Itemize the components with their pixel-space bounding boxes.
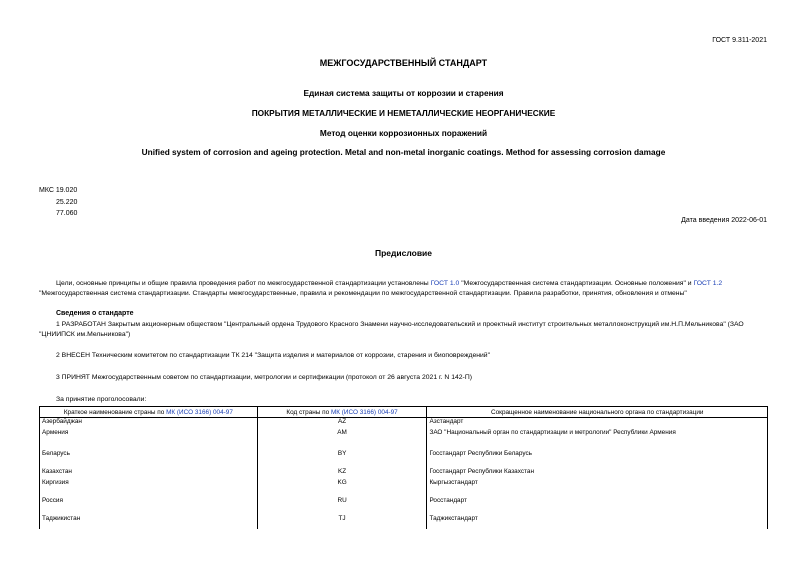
voting-table xyxy=(39,406,768,529)
gost-1-2-link[interactable]: ГОСТ 1.2 xyxy=(693,280,723,287)
cell-body: Кыргызстандарт xyxy=(427,479,768,497)
cell-country: Киргизия xyxy=(40,479,258,497)
info-item-developed: 1 РАЗРАБОТАН Закрытым акционерным обществом "Центральный ордена Трудового Красного Знамени научно-исследовательский и проектный институт строительных металлоконструкций им.Н.П.Мельникова" (ЗАО "ЦНИИПСК им.Мельникова") xyxy=(39,321,744,338)
cell-body: Госстандарт Республики Беларусь xyxy=(427,450,768,468)
cell-country: Азербайджан xyxy=(40,418,258,429)
cell-body: Таджикстандарт xyxy=(427,515,768,529)
standard-info-heading: Сведения о стандарте xyxy=(56,310,134,317)
cell-country: Таджикистан xyxy=(40,515,258,529)
title-method: Метод оценки коррозионных поражений xyxy=(319,128,488,138)
cell-code: TJ xyxy=(257,515,427,529)
table-row xyxy=(40,418,768,429)
voted-label: За принятие проголосовали: xyxy=(56,396,147,403)
cell-code: BY xyxy=(257,450,427,468)
table-row xyxy=(40,479,768,497)
foreword-paragraph xyxy=(39,279,771,299)
header-code: Код страны по МК (ИСО 3166) 004-97 xyxy=(257,407,427,418)
paragraph-text: "Межгосударственная система стандартизации. Стандарты межгосударственные, правила и рекомендации по межгосударственной стандартизации. Правила разработки, принятия, обновления и отмены" xyxy=(39,290,687,297)
cell-country: Беларусь xyxy=(40,450,258,468)
info-item-submitted: 2 ВНЕСЕН Техническим комитетом по стандартизации ТК 214 "Защита изделия и материалов от коррозии, старения и биоповреждений" xyxy=(56,352,491,359)
mks-code: 25.220 xyxy=(56,198,78,206)
mks-code: 77.060 xyxy=(56,210,78,217)
foreword-heading: Предисловие xyxy=(374,248,433,258)
cell-code: AM xyxy=(257,429,427,450)
header-country: Краткое наименование страны по МК (ИСО 3166) 004-97 xyxy=(40,407,258,418)
table-row xyxy=(40,468,768,479)
table-row xyxy=(40,450,768,468)
cell-country: Россия xyxy=(40,497,258,515)
standard-heading: МЕЖГОСУДАРСТВЕННЫЙ СТАНДАРТ xyxy=(319,58,488,68)
cell-code: KZ xyxy=(257,468,427,479)
cell-code: RU xyxy=(257,497,427,515)
paragraph-text: Цели, основные принципы и общие правила проведения работ по межгосударственной стандартизации установлены xyxy=(56,280,431,287)
table-row xyxy=(40,497,768,515)
cell-body: Азстандарт xyxy=(427,418,768,429)
document-code: ГОСТ 9.311-2021 xyxy=(712,37,767,44)
table-row xyxy=(40,429,768,450)
cell-code: KG xyxy=(257,479,427,497)
cell-country: Казахстан xyxy=(40,468,258,479)
mks-label: МКС 19.020 xyxy=(39,187,78,194)
title-system: Единая система защиты от коррозии и старения xyxy=(303,88,504,98)
cell-body: Госстандарт Республики Казахстан xyxy=(427,468,768,479)
table-row xyxy=(40,515,768,529)
cell-body: ЗАО "Национальный орган по стандартизации и метрологии" Республики Армения xyxy=(427,429,768,450)
cell-code: AZ xyxy=(257,418,427,429)
cell-country: Армения xyxy=(40,429,258,450)
cell-body: Росстандарт xyxy=(427,497,768,515)
mk-iso-link[interactable]: МК (ИСО 3166) 004-97 xyxy=(166,408,233,416)
info-item-adopted: 3 ПРИНЯТ Межгосударственным советом по стандартизации, метрологии и сертификации (протокол от 26 августа 2021 г. N 142-П) xyxy=(56,374,472,381)
gost-1-0-link[interactable]: ГОСТ 1.0 xyxy=(430,280,460,287)
header-body: Сокращенное наименование национального органа по стандартизации xyxy=(427,407,768,418)
mk-iso-link[interactable]: МК (ИСО 3166) 004-97 xyxy=(330,408,398,416)
mks-block xyxy=(39,185,77,220)
paragraph-text: "Межгосударственная система стандартизации. Основные положения" и xyxy=(459,280,694,287)
title-coatings: ПОКРЫТИЯ МЕТАЛЛИЧЕСКИЕ И НЕМЕТАЛЛИЧЕСКИЕ НЕОРГАНИЧЕСКИЕ xyxy=(251,108,556,118)
introduction-date: Дата введения 2022-06-01 xyxy=(681,217,767,224)
title-english: Unified system of corrosion and ageing protection. Metal and non-metal inorganic coatings. Method for assessing corrosion damage xyxy=(141,147,666,157)
table-header-row xyxy=(40,407,768,418)
